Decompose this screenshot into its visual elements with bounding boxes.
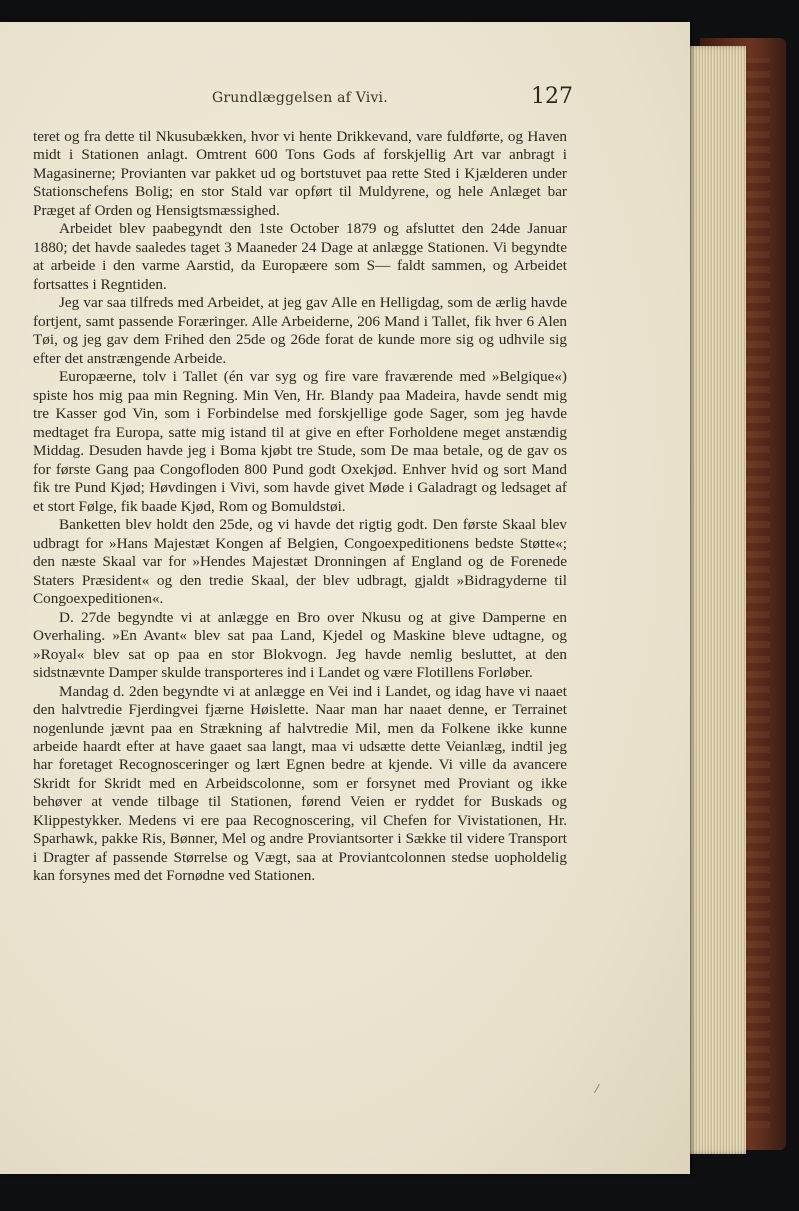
paragraph: Europæerne, tolv i Tallet (én var syg og fire vare fraværende med »Belgique«) spiste hos mig paa min Regning. Min Ven, Hr. Blandy paa Madeira, havde sendt mig tre Kasser god Vin, som i Forbindelse med forskjellige gode Sager, som jeg havde medtaget fra Europa, satte mig istand til at give en efter Forholdene meget anstændig Middag. Desuden havde jeg i Boma kjøbt tre Stude, som De maa betale, og de gav os for første Gang paa Congofloden 800 Pund godt Oxekjød. Enhver hvid og sort Mand fik tre Pund Kjød; Høvdingen i Vivi, som havde givet Møde i Galadragt og ledsaget af et stort Følge, fik baade Kjød, Rom og Bomuldstøi. bbox=[33, 368, 567, 515]
paragraph: Banketten blev holdt den 25de, og vi havde det rigtig godt. Den første Skaal blev udbragt for »Hans Majestæt Kongen af Belgien, Congoexpeditionens bedste Støtte«; den næste Skaal var for »Hendes Majestæt Dronningen af England og de Forenede Staters Præsident« og den tredie Skaal, der blev udbragt, gjaldt »Bidragyderne til Congoexpeditionen«. bbox=[33, 516, 567, 608]
body-text bbox=[33, 128, 567, 886]
paragraph: teret og fra dette til Nkusubækken, hvor vi hente Drikkevand, vare fuldførte, og Haven midt i Stationen anlagt. Omtrent 600 Tons Gods af forskjellig Art var anbragt i Magasinerne; Provianten var pakket ud og bortstuvet paa rette Sted i Kjælderen under Stationschefens Bolig; en stor Stald var opført til Muldyrene, og hele Anlæget bar Præget af Orden og Hensigtsmæssighed. bbox=[33, 128, 567, 219]
paragraph: D. 27de begyndte vi at anlægge en Bro over Nkusu og at give Damperne en Overhaling. »En Avant« blev sat paa Land, Kjedel og Maskine bleve udtagne, og »Royal« blev sat op paa en stor Blokvogn. Jeg havde nemlig besluttet, at den sidstnævnte Damper skulde transporteres ind i Landet og være Flotillens Forløber. bbox=[33, 608, 567, 682]
paragraph: Mandag d. 2den begyndte vi at anlægge en Vei ind i Landet, og idag have vi naaet den halvtredie Fjerdingvei fjærne Høislette. Naar man har naaet denne, er Terrainet nogenlunde jævnt paa en Strækning af halvtredie Mil, men da Folkene ikke kunne arbeide haardt efter at have gaaet saa langt, maa vi udsætte dette Veianlæg, indtil jeg har foretaget Recognosceringer og lært Egnen bedre at kjende. Vi ville da avancere Skridt for Skridt med en Arbeidscolonne, som er forsynet med Proviant og ikke behøver at vende tilbage til Stationen, førend Veien er ryddet for Buskads og Klippestykker. Medens vi ere paa Recognoscering, vil Chefen for Vivistationen, Hr. Sparhawk, pakke Ris, Bønner, Mel og andre Proviantsorter i Sække til videre Transport i Dragter af passende Størrelse og Vægt, saa at Proviantcolonnen stedse uopholdelig kan forsynes med det Fornødne ved Stationen. bbox=[33, 682, 567, 885]
book-page bbox=[0, 22, 690, 1174]
page-number: 127 bbox=[531, 84, 573, 109]
paragraph: Arbeidet blev paabegyndt den 1ste October 1879 og afsluttet den 24de Januar 1880; det havde saaledes taget 3 Maaneder 24 Dage at anlægge Stationen. Vi begyndte at arbeide i den varme Aarstid, da Europæere som S— faldt sammen, og Arbeidet fortsattes i Regntiden. bbox=[33, 220, 567, 293]
page-edges bbox=[686, 46, 746, 1154]
ink-mark bbox=[594, 1084, 605, 1096]
running-head: Grundlæggelsen af Vivi. bbox=[212, 90, 388, 106]
paragraph: Jeg var saa tilfreds med Arbeidet, at jeg gav Alle en Helligdag, som de ærlig havde fortjent, samt passende Foræringer. Alle Arbeiderne, 206 Mand i Tallet, fik hver 6 Alen Tøi, og jeg gav dem Frihed den 25de og 26de forat de kunde more sig og udhvile sig efter det anstrængende Arbeide. bbox=[33, 294, 567, 367]
